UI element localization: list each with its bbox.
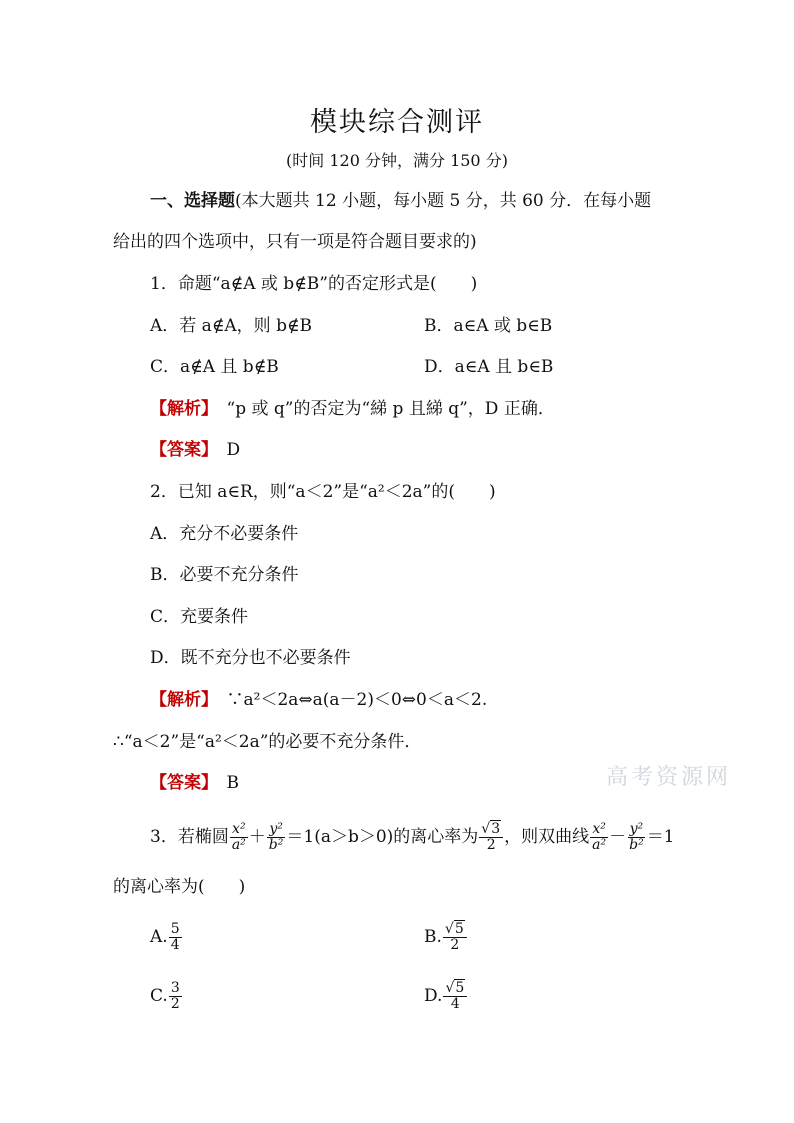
fraction-denominator: b² bbox=[268, 837, 284, 853]
option-fraction bbox=[443, 981, 467, 1012]
section-intro bbox=[150, 190, 651, 212]
hyperbola-term-x bbox=[590, 822, 608, 853]
ellipse-term-y bbox=[267, 822, 286, 853]
hyperbola-term-y bbox=[627, 822, 646, 853]
q2-option-d: D．既不充分也不必要条件 bbox=[150, 648, 351, 668]
fraction-numerator: y² bbox=[629, 821, 644, 837]
fraction-denominator: 4 bbox=[170, 937, 180, 953]
q3-option-d bbox=[424, 981, 468, 1012]
q1-option-d: D．a∈A 且 b∈B bbox=[424, 357, 554, 377]
q1-answer-value: D bbox=[226, 440, 241, 460]
option-fraction bbox=[169, 922, 182, 953]
q1-option-c: C．a∉A 且 b∉B bbox=[150, 357, 279, 377]
q2-option-b: B．必要不充分条件 bbox=[150, 565, 299, 585]
q2-option-a: A．充分不必要条件 bbox=[150, 524, 299, 544]
fraction-denominator: 2 bbox=[170, 996, 180, 1012]
q3-stem-mid: ＝1(a＞b＞0)的离心率为 bbox=[286, 827, 479, 847]
fraction-numerator: y² bbox=[269, 821, 283, 837]
sqrt-numerator bbox=[443, 981, 467, 997]
option-label: B. bbox=[424, 927, 442, 947]
fraction-denominator: 4 bbox=[450, 996, 460, 1012]
fraction-numerator: 5 bbox=[170, 921, 180, 937]
q2-analysis bbox=[150, 689, 487, 711]
q2-stem: 2．已知 a∈R，则“a＜2”是“a²＜2a”的( ) bbox=[150, 482, 496, 502]
q3-option-c bbox=[150, 981, 183, 1012]
fraction-denominator: a² bbox=[592, 837, 607, 853]
exam-info: (时间 120 分钟，满分 150 分) bbox=[286, 151, 508, 170]
section-intro-line2: 给出的四个选项中，只有一项是符合题目要求的) bbox=[113, 232, 477, 252]
section-heading: 一、选择题 bbox=[150, 191, 235, 211]
q2-conclusion: ∴“a＜2”是“a²＜2a”的必要不充分条件． bbox=[113, 732, 422, 752]
ellipse-term-x bbox=[230, 822, 248, 853]
q3-stem bbox=[150, 822, 675, 853]
option-label: A. bbox=[150, 927, 168, 947]
analysis-tag: 【解析】 bbox=[150, 399, 210, 419]
q1-option-a: A．若 a∉A，则 b∉B bbox=[150, 316, 313, 336]
option-fraction bbox=[443, 922, 467, 953]
answer-tag: 【答案】 bbox=[150, 773, 210, 793]
q3-option-b bbox=[424, 922, 468, 953]
fraction-numerator: x² bbox=[592, 821, 606, 837]
option-label: C. bbox=[150, 986, 168, 1006]
analysis-tag: 【解析】 bbox=[150, 690, 210, 710]
page-title: 模块综合测评 bbox=[310, 107, 484, 138]
q3-option-a bbox=[150, 922, 183, 953]
watermark: 高考资源网 bbox=[606, 765, 732, 790]
q1-stem: 1．命题“a∉A 或 b∉B”的否定形式是( ) bbox=[150, 274, 478, 294]
sqrt-numerator bbox=[443, 922, 467, 938]
q3-stem-lead: 3．若椭圆 bbox=[150, 827, 229, 847]
option-fraction bbox=[169, 981, 182, 1012]
fraction-denominator: 2 bbox=[486, 837, 496, 853]
fraction-denominator: 2 bbox=[450, 937, 460, 953]
q3-stem-line2: 的离心率为( ) bbox=[113, 877, 246, 897]
q1-analysis bbox=[150, 398, 555, 420]
option-label: D. bbox=[424, 986, 443, 1006]
radicand: 5 bbox=[454, 921, 464, 937]
q1-answer bbox=[150, 439, 240, 461]
q2-analysis-text: ∵a²＜2a⇔a(a－2)＜0⇔0＜a＜2. bbox=[226, 690, 488, 710]
q2-answer bbox=[150, 772, 239, 794]
radicand: 3 bbox=[491, 821, 501, 837]
fraction-denominator: a² bbox=[231, 837, 246, 853]
q2-answer-value: B bbox=[226, 773, 239, 793]
q3-stem-mid2: ，则双曲线 bbox=[504, 827, 590, 847]
operator: ＋ bbox=[248, 827, 266, 847]
sqrt-numerator bbox=[479, 822, 503, 838]
section-intro-text: (本大题共 12 小题，每小题 5 分，共 60 分．在每小题 bbox=[235, 191, 652, 211]
operator: － bbox=[609, 827, 627, 847]
answer-tag: 【答案】 bbox=[150, 440, 210, 460]
eccentricity-fraction bbox=[479, 822, 503, 853]
q2-option-c: C．充要条件 bbox=[150, 607, 249, 627]
q1-analysis-text: “p 或 q”的否定为“綈 p 且綈 q”，D 正确． bbox=[226, 399, 555, 419]
q3-stem-tail: ＝1 bbox=[646, 827, 675, 847]
fraction-denominator: b² bbox=[629, 837, 644, 853]
radicand: 5 bbox=[455, 980, 465, 996]
fraction-numerator: 3 bbox=[170, 980, 180, 996]
q1-option-b: B．a∈A 或 b∈B bbox=[424, 316, 553, 336]
fraction-numerator: x² bbox=[232, 821, 246, 837]
